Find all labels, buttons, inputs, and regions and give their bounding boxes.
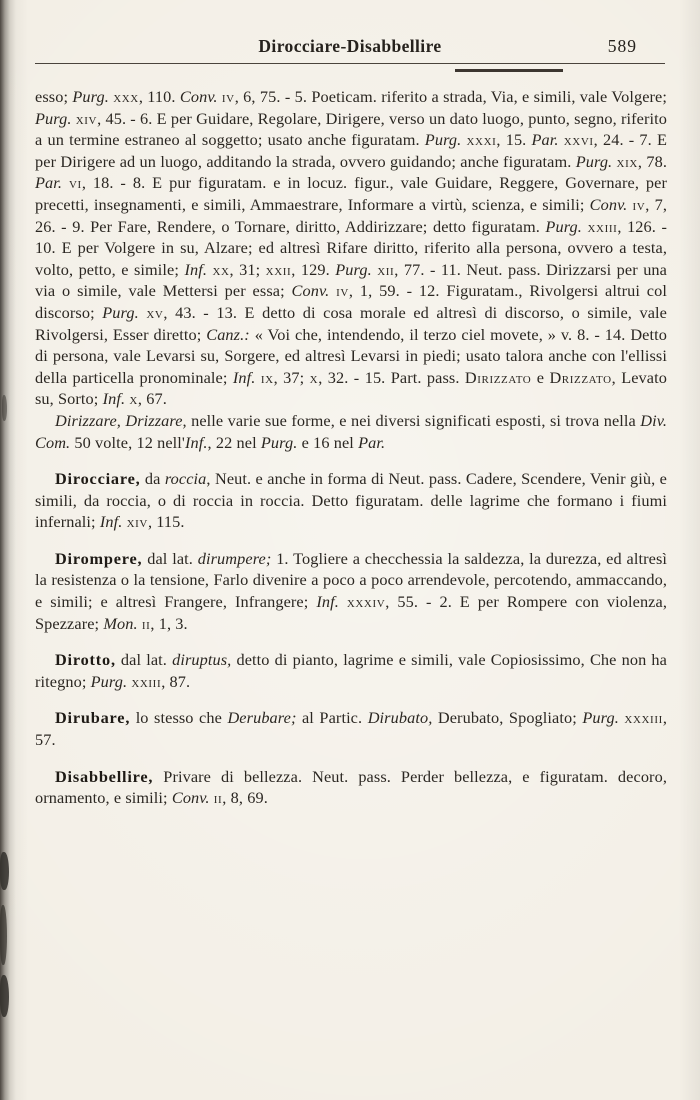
dictionary-entry: Dirocciare, da roccia, Neut. e anche in forma di Neut. pass. Cadere, Scendere, Venir giù, e simili, da roccia, o di roccia in roccia. Detto figuratam. delle lagrime che formano i fiumi infernali; Inf. xiv, 115. — [35, 469, 667, 532]
edge-stain — [2, 395, 7, 421]
edge-stain — [0, 852, 9, 890]
edge-stain — [0, 905, 7, 965]
page-header — [35, 36, 665, 58]
dictionary-entry: Dirubare, lo stesso che Derubare; al Partic. Dirubato, Derubato, Spogliato; Purg. xxxiii, 57. — [35, 708, 668, 750]
page-number: 589 — [607, 36, 637, 56]
header-rule-mark — [455, 69, 563, 72]
dictionary-entry: Dirompere, dal lat. dirumpere; 1. Togliere a checchessia la saldezza, la durezza, ed altresì la resistenza o la tensione, Farlo divenire a poco a poco arrendevole, percotendo, ammaccando, e simili; e altresì Frangere, Infrangere; Inf. xxxiv, 55. - 2. E per Rompere con violenza, Spezzare; Mon. ii, 1, 3. — [35, 548, 668, 633]
edge-stain — [0, 975, 9, 1017]
header-rule — [35, 63, 665, 64]
dictionary-entry: Disabbellire, Privare di bellezza. Neut. pass. Perder bellezza, e figuratam. decoro, ornamento, e simili; Conv. ii, 8, 69. — [35, 766, 667, 808]
paragraph: esso; Purg. xxx, 110. Conv. iv, 6, 75. - 5. Poeticam. riferito a strada, Via, e simili, vale Volgere; Purg. xiv, 45. - 6. E per Guidare, Regolare, Dirigere, verso un dato luogo, punto, segno, riferito a un termine estraneo al soggetto; usato anche figuratam. Purg. xxxi, 15. Par. xxvi, 24. - 7. E per Dirigere ad un luogo, additando la strada, ovvero guidando; anche figuratam. Purg. xix, 78. Par. vi, 18. - 8. E pur figuratam. e in locuz. figur., vale Guidare, Reggere, Governare, per precetti, insegnamenti, e simili, Ammaestrare, Informare a virtù, scienza, e simili; Conv. iv, 7, 26. - 9. Per Fare, Rendere, o Tornare, diritto, Addirizzare; detto figuratam. Purg. xxiii, 126. - 10. E per Volgere in su, Alzare; ed altresì Rifare diritto, riferito alla persona, ovvero a testa, volto, petto, e simile; Inf. xx, 31; xxii, 129. Purg. xii, 77. - 11. Neut. pass. Dirizzarsi per una via o simile, vale Mettersi per essa; Conv. iv, 1, 59. - 12. Figuratam., Rivolgersi altrui col discorso; Purg. xv, 43. - 13. E detto di cosa morale ed altresì di discorso, o simile, vale Rivolgersi, Esser diretto; Canz.: « Voi che, intendendo, il terzo ciel movete, » v. 8. - 14. Detto di persona, vale Levarsi su, Sorgere, ed altresì Levarsi in piedi; usato talora anche con l'ellissi della particella pronominale; Inf. ix, 37; x, 32. - 15. Part. pass. Dirizzato e Drizzato, Levato su, Sorto; Inf. x, 67. — [35, 87, 668, 409]
running-title: Dirocciare-Disabbellire — [258, 36, 442, 56]
text-block — [35, 86, 667, 809]
paragraph: Dirizzare, Drizzare, nelle varie sue forme, e nei diversi significati esposti, si trova nella Div. Com. 50 volte, 12 nell'Inf., 22 nel Purg. e 16 nel Par. — [35, 410, 667, 452]
dictionary-entry: Dirotto, dal lat. diruptus, detto di pianto, lagrime e simili, vale Copiosissimo, Che non ha ritegno; Purg. xxiii, 87. — [35, 650, 667, 691]
